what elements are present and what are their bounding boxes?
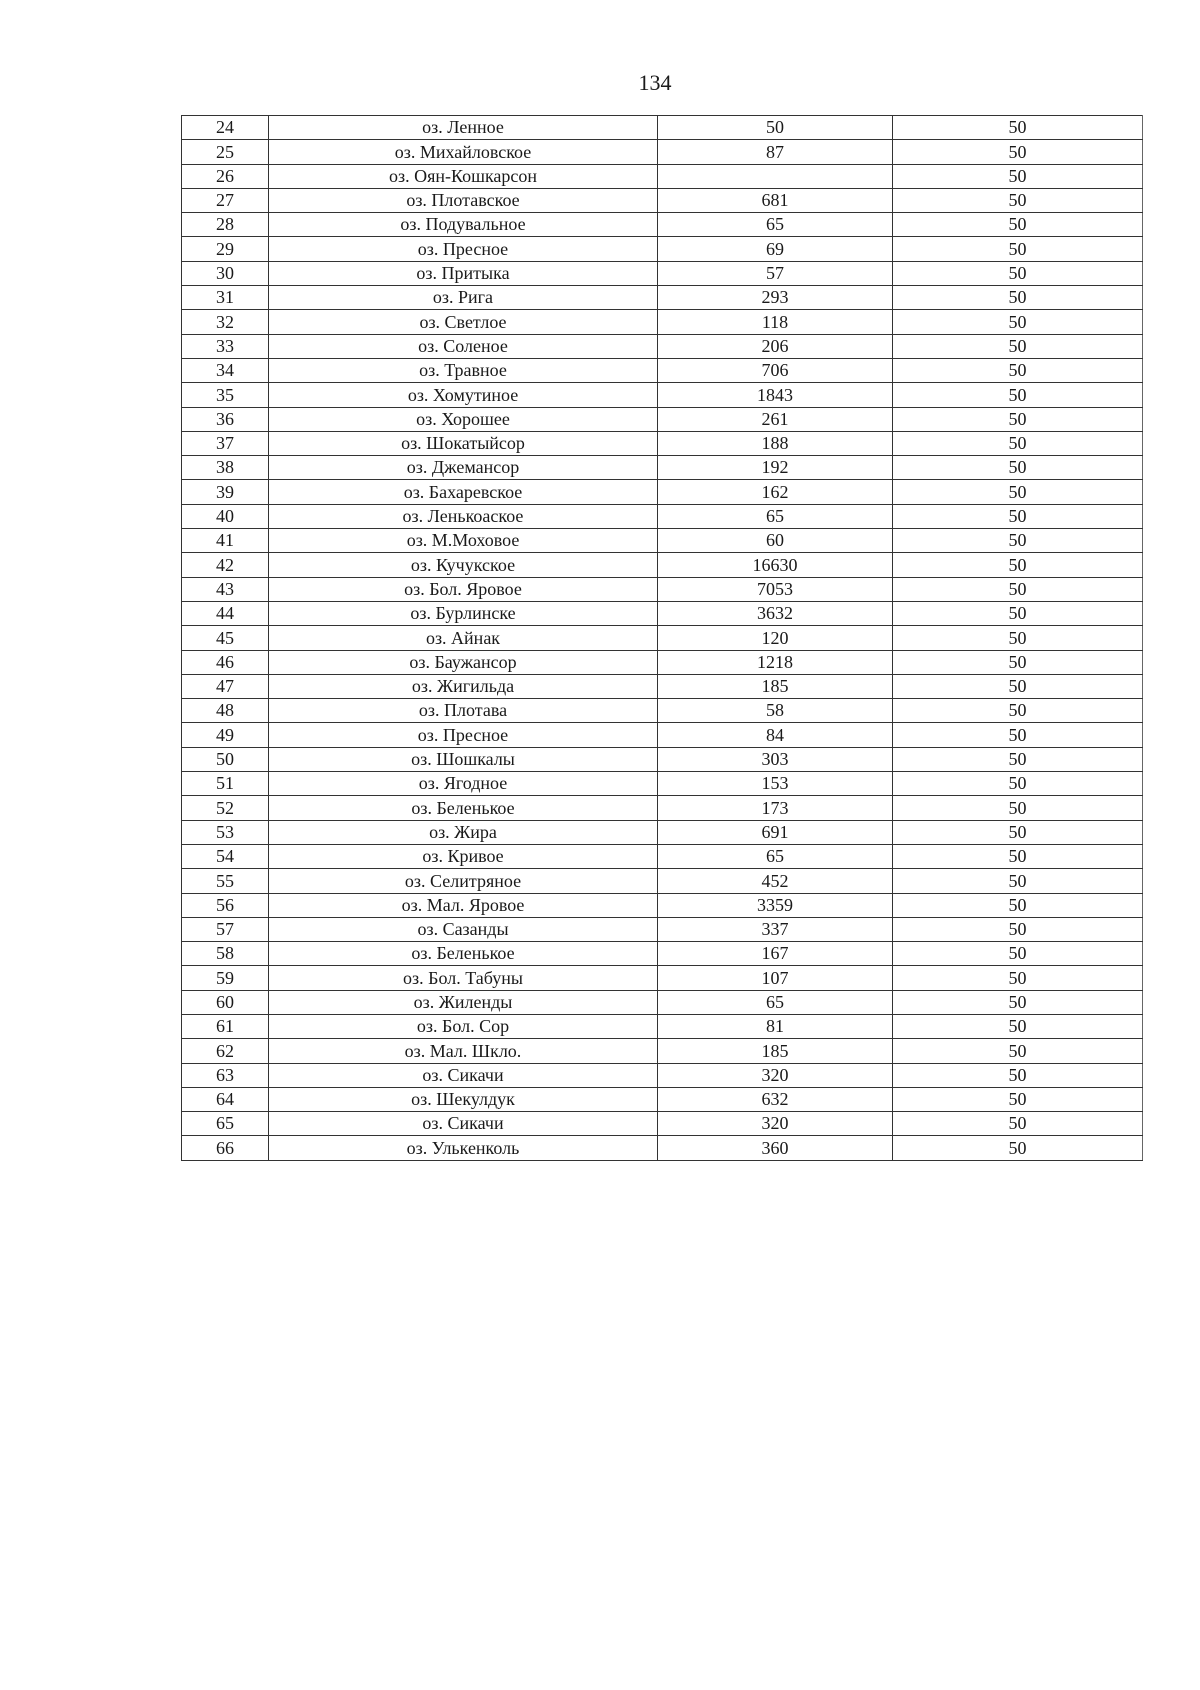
table-row bbox=[182, 990, 1143, 1014]
row-number-cell: 56 bbox=[182, 893, 269, 917]
lake-name-cell: оз. Хорошее bbox=[269, 407, 658, 431]
table-row bbox=[182, 310, 1143, 334]
lake-area-cell: 69 bbox=[658, 237, 893, 261]
row-number-cell: 52 bbox=[182, 796, 269, 820]
lake-name-cell: оз. Кривое bbox=[269, 844, 658, 868]
lake-limit-cell: 50 bbox=[893, 140, 1143, 164]
lake-limit-cell: 50 bbox=[893, 1087, 1143, 1111]
lake-area-cell: 681 bbox=[658, 188, 893, 212]
row-number-cell: 48 bbox=[182, 699, 269, 723]
lake-name-cell: оз. М.Моховое bbox=[269, 529, 658, 553]
row-number-cell: 51 bbox=[182, 772, 269, 796]
lake-area-cell: 65 bbox=[658, 844, 893, 868]
row-number-cell: 54 bbox=[182, 844, 269, 868]
lake-area-cell: 188 bbox=[658, 431, 893, 455]
lake-area-cell: 206 bbox=[658, 334, 893, 358]
table-row bbox=[182, 286, 1143, 310]
row-number-cell: 26 bbox=[182, 164, 269, 188]
lake-limit-cell: 50 bbox=[893, 480, 1143, 504]
lake-area-cell: 1843 bbox=[658, 383, 893, 407]
table-row bbox=[182, 650, 1143, 674]
lake-limit-cell: 50 bbox=[893, 1063, 1143, 1087]
lake-name-cell: оз. Джемансор bbox=[269, 456, 658, 480]
lake-limit-cell: 50 bbox=[893, 820, 1143, 844]
table-row bbox=[182, 480, 1143, 504]
lakes-table-body bbox=[182, 116, 1143, 1161]
lake-area-cell: 360 bbox=[658, 1136, 893, 1160]
lake-limit-cell: 50 bbox=[893, 966, 1143, 990]
table-row bbox=[182, 1063, 1143, 1087]
table-row bbox=[182, 140, 1143, 164]
lake-area-cell: 167 bbox=[658, 942, 893, 966]
lake-limit-cell: 50 bbox=[893, 1039, 1143, 1063]
lake-limit-cell: 50 bbox=[893, 529, 1143, 553]
lake-name-cell: оз. Мал. Яровое bbox=[269, 893, 658, 917]
lake-area-cell: 50 bbox=[658, 116, 893, 140]
lake-area-cell: 120 bbox=[658, 626, 893, 650]
table-row bbox=[182, 699, 1143, 723]
lake-limit-cell: 50 bbox=[893, 1014, 1143, 1038]
lake-name-cell: оз. Баужансор bbox=[269, 650, 658, 674]
lake-name-cell: оз. Жиленды bbox=[269, 990, 658, 1014]
lake-name-cell: оз. Соленое bbox=[269, 334, 658, 358]
lake-area-cell: 65 bbox=[658, 213, 893, 237]
table-row bbox=[182, 1014, 1143, 1038]
lake-limit-cell: 50 bbox=[893, 869, 1143, 893]
lake-limit-cell: 50 bbox=[893, 990, 1143, 1014]
table-row bbox=[182, 747, 1143, 771]
table-row bbox=[182, 188, 1143, 212]
lake-limit-cell: 50 bbox=[893, 456, 1143, 480]
lake-name-cell: оз. Бол. Сор bbox=[269, 1014, 658, 1038]
lake-limit-cell: 50 bbox=[893, 1112, 1143, 1136]
lake-limit-cell: 50 bbox=[893, 116, 1143, 140]
lake-name-cell: оз. Плотава bbox=[269, 699, 658, 723]
lake-name-cell: оз. Шошкалы bbox=[269, 747, 658, 771]
row-number-cell: 59 bbox=[182, 966, 269, 990]
lake-limit-cell: 50 bbox=[893, 674, 1143, 698]
lake-area-cell: 185 bbox=[658, 1039, 893, 1063]
lake-area-cell: 107 bbox=[658, 966, 893, 990]
lake-area-cell: 57 bbox=[658, 261, 893, 285]
lake-limit-cell: 50 bbox=[893, 286, 1143, 310]
table-row bbox=[182, 869, 1143, 893]
lake-area-cell: 81 bbox=[658, 1014, 893, 1038]
lake-name-cell: оз. Шекулдук bbox=[269, 1087, 658, 1111]
row-number-cell: 65 bbox=[182, 1112, 269, 1136]
lake-area-cell bbox=[658, 164, 893, 188]
lake-name-cell: оз. Подувальное bbox=[269, 213, 658, 237]
lake-name-cell: оз. Айнак bbox=[269, 626, 658, 650]
lake-name-cell: оз. Бол. Яровое bbox=[269, 577, 658, 601]
lake-name-cell: оз. Притыка bbox=[269, 261, 658, 285]
lake-name-cell: оз. Рига bbox=[269, 286, 658, 310]
lake-name-cell: оз. Сикачи bbox=[269, 1063, 658, 1087]
lake-limit-cell: 50 bbox=[893, 553, 1143, 577]
row-number-cell: 62 bbox=[182, 1039, 269, 1063]
row-number-cell: 64 bbox=[182, 1087, 269, 1111]
row-number-cell: 53 bbox=[182, 820, 269, 844]
lake-name-cell: оз. Пресное bbox=[269, 237, 658, 261]
lake-area-cell: 65 bbox=[658, 990, 893, 1014]
lake-area-cell: 320 bbox=[658, 1063, 893, 1087]
table-row bbox=[182, 966, 1143, 990]
table-row bbox=[182, 116, 1143, 140]
page-number: 134 bbox=[638, 70, 672, 95]
lake-name-cell: оз. Бахаревское bbox=[269, 480, 658, 504]
lake-area-cell: 65 bbox=[658, 504, 893, 528]
row-number-cell: 44 bbox=[182, 601, 269, 625]
table-row bbox=[182, 844, 1143, 868]
lake-area-cell: 691 bbox=[658, 820, 893, 844]
table-row bbox=[182, 1112, 1143, 1136]
lake-area-cell: 632 bbox=[658, 1087, 893, 1111]
lake-limit-cell: 50 bbox=[893, 334, 1143, 358]
lake-area-cell: 153 bbox=[658, 772, 893, 796]
lake-area-cell: 293 bbox=[658, 286, 893, 310]
lake-area-cell: 84 bbox=[658, 723, 893, 747]
table-row bbox=[182, 504, 1143, 528]
row-number-cell: 42 bbox=[182, 553, 269, 577]
lake-name-cell: оз. Бол. Табуны bbox=[269, 966, 658, 990]
table-row bbox=[182, 383, 1143, 407]
table-row bbox=[182, 553, 1143, 577]
row-number-cell: 30 bbox=[182, 261, 269, 285]
lake-name-cell: оз. Ягодное bbox=[269, 772, 658, 796]
lake-name-cell: оз. Хомутиное bbox=[269, 383, 658, 407]
table-row bbox=[182, 237, 1143, 261]
table-row bbox=[182, 456, 1143, 480]
row-number-cell: 27 bbox=[182, 188, 269, 212]
lake-area-cell: 3632 bbox=[658, 601, 893, 625]
lake-limit-cell: 50 bbox=[893, 164, 1143, 188]
row-number-cell: 41 bbox=[182, 529, 269, 553]
row-number-cell: 61 bbox=[182, 1014, 269, 1038]
lake-limit-cell: 50 bbox=[893, 942, 1143, 966]
table-row bbox=[182, 334, 1143, 358]
lake-area-cell: 192 bbox=[658, 456, 893, 480]
lake-name-cell: оз. Ленное bbox=[269, 116, 658, 140]
lake-area-cell: 7053 bbox=[658, 577, 893, 601]
lake-limit-cell: 50 bbox=[893, 237, 1143, 261]
lake-limit-cell: 50 bbox=[893, 747, 1143, 771]
table-row bbox=[182, 626, 1143, 650]
row-number-cell: 50 bbox=[182, 747, 269, 771]
row-number-cell: 46 bbox=[182, 650, 269, 674]
lake-name-cell: оз. Мал. Шкло. bbox=[269, 1039, 658, 1063]
row-number-cell: 25 bbox=[182, 140, 269, 164]
table-row bbox=[182, 893, 1143, 917]
row-number-cell: 34 bbox=[182, 358, 269, 382]
lake-area-cell: 261 bbox=[658, 407, 893, 431]
row-number-cell: 60 bbox=[182, 990, 269, 1014]
lake-name-cell: оз. Беленькое bbox=[269, 942, 658, 966]
lake-area-cell: 58 bbox=[658, 699, 893, 723]
row-number-cell: 58 bbox=[182, 942, 269, 966]
lake-limit-cell: 50 bbox=[893, 577, 1143, 601]
lake-limit-cell: 50 bbox=[893, 504, 1143, 528]
table-row bbox=[182, 213, 1143, 237]
lake-area-cell: 162 bbox=[658, 480, 893, 504]
lake-name-cell: оз. Пресное bbox=[269, 723, 658, 747]
table-row bbox=[182, 164, 1143, 188]
table-row bbox=[182, 917, 1143, 941]
table-row bbox=[182, 431, 1143, 455]
lake-limit-cell: 50 bbox=[893, 383, 1143, 407]
table-row bbox=[182, 1136, 1143, 1160]
lake-area-cell: 303 bbox=[658, 747, 893, 771]
lake-limit-cell: 50 bbox=[893, 772, 1143, 796]
lake-limit-cell: 50 bbox=[893, 407, 1143, 431]
row-number-cell: 47 bbox=[182, 674, 269, 698]
lake-name-cell: оз. Михайловское bbox=[269, 140, 658, 164]
lake-name-cell: оз. Сикачи bbox=[269, 1112, 658, 1136]
lake-area-cell: 118 bbox=[658, 310, 893, 334]
row-number-cell: 55 bbox=[182, 869, 269, 893]
lake-limit-cell: 50 bbox=[893, 601, 1143, 625]
table-row bbox=[182, 601, 1143, 625]
row-number-cell: 32 bbox=[182, 310, 269, 334]
lake-name-cell: оз. Жигильда bbox=[269, 674, 658, 698]
lake-limit-cell: 50 bbox=[893, 213, 1143, 237]
lake-name-cell: оз. Беленькое bbox=[269, 796, 658, 820]
table-row bbox=[182, 358, 1143, 382]
lake-area-cell: 16630 bbox=[658, 553, 893, 577]
lake-limit-cell: 50 bbox=[893, 893, 1143, 917]
lake-name-cell: оз. Улькенколь bbox=[269, 1136, 658, 1160]
lake-area-cell: 185 bbox=[658, 674, 893, 698]
row-number-cell: 24 bbox=[182, 116, 269, 140]
lake-name-cell: оз. Оян-Кошкарсон bbox=[269, 164, 658, 188]
lake-name-cell: оз. Селитряное bbox=[269, 869, 658, 893]
lake-limit-cell: 50 bbox=[893, 917, 1143, 941]
lake-name-cell: оз. Бурлинске bbox=[269, 601, 658, 625]
row-number-cell: 37 bbox=[182, 431, 269, 455]
lake-limit-cell: 50 bbox=[893, 723, 1143, 747]
lake-name-cell: оз. Ленькоаское bbox=[269, 504, 658, 528]
lake-area-cell: 60 bbox=[658, 529, 893, 553]
lake-limit-cell: 50 bbox=[893, 1136, 1143, 1160]
table-row bbox=[182, 261, 1143, 285]
lake-limit-cell: 50 bbox=[893, 650, 1143, 674]
table-row bbox=[182, 1039, 1143, 1063]
table-row bbox=[182, 407, 1143, 431]
lake-limit-cell: 50 bbox=[893, 844, 1143, 868]
lake-area-cell: 337 bbox=[658, 917, 893, 941]
row-number-cell: 28 bbox=[182, 213, 269, 237]
lake-area-cell: 1218 bbox=[658, 650, 893, 674]
lake-area-cell: 320 bbox=[658, 1112, 893, 1136]
row-number-cell: 39 bbox=[182, 480, 269, 504]
row-number-cell: 38 bbox=[182, 456, 269, 480]
lake-area-cell: 87 bbox=[658, 140, 893, 164]
lake-name-cell: оз. Шокатыйсор bbox=[269, 431, 658, 455]
lake-name-cell: оз. Кучукское bbox=[269, 553, 658, 577]
row-number-cell: 36 bbox=[182, 407, 269, 431]
table-row bbox=[182, 577, 1143, 601]
row-number-cell: 43 bbox=[182, 577, 269, 601]
lake-area-cell: 452 bbox=[658, 869, 893, 893]
lake-area-cell: 3359 bbox=[658, 893, 893, 917]
table-row bbox=[182, 942, 1143, 966]
lake-name-cell: оз. Травное bbox=[269, 358, 658, 382]
table-row bbox=[182, 796, 1143, 820]
row-number-cell: 29 bbox=[182, 237, 269, 261]
row-number-cell: 40 bbox=[182, 504, 269, 528]
table-row bbox=[182, 674, 1143, 698]
row-number-cell: 31 bbox=[182, 286, 269, 310]
lake-name-cell: оз. Светлое bbox=[269, 310, 658, 334]
table-row bbox=[182, 820, 1143, 844]
row-number-cell: 66 bbox=[182, 1136, 269, 1160]
lake-name-cell: оз. Жира bbox=[269, 820, 658, 844]
lake-limit-cell: 50 bbox=[893, 796, 1143, 820]
table-row bbox=[182, 529, 1143, 553]
lakes-table bbox=[181, 115, 1143, 1161]
lake-limit-cell: 50 bbox=[893, 699, 1143, 723]
row-number-cell: 49 bbox=[182, 723, 269, 747]
lake-limit-cell: 50 bbox=[893, 310, 1143, 334]
row-number-cell: 35 bbox=[182, 383, 269, 407]
lake-limit-cell: 50 bbox=[893, 261, 1143, 285]
row-number-cell: 63 bbox=[182, 1063, 269, 1087]
lake-area-cell: 706 bbox=[658, 358, 893, 382]
lake-limit-cell: 50 bbox=[893, 188, 1143, 212]
lake-limit-cell: 50 bbox=[893, 626, 1143, 650]
table-row bbox=[182, 1087, 1143, 1111]
lake-limit-cell: 50 bbox=[893, 431, 1143, 455]
table-row bbox=[182, 772, 1143, 796]
lake-name-cell: оз. Плотавское bbox=[269, 188, 658, 212]
table-row bbox=[182, 723, 1143, 747]
row-number-cell: 45 bbox=[182, 626, 269, 650]
row-number-cell: 57 bbox=[182, 917, 269, 941]
lake-area-cell: 173 bbox=[658, 796, 893, 820]
lake-limit-cell: 50 bbox=[893, 358, 1143, 382]
lake-name-cell: оз. Сазанды bbox=[269, 917, 658, 941]
row-number-cell: 33 bbox=[182, 334, 269, 358]
